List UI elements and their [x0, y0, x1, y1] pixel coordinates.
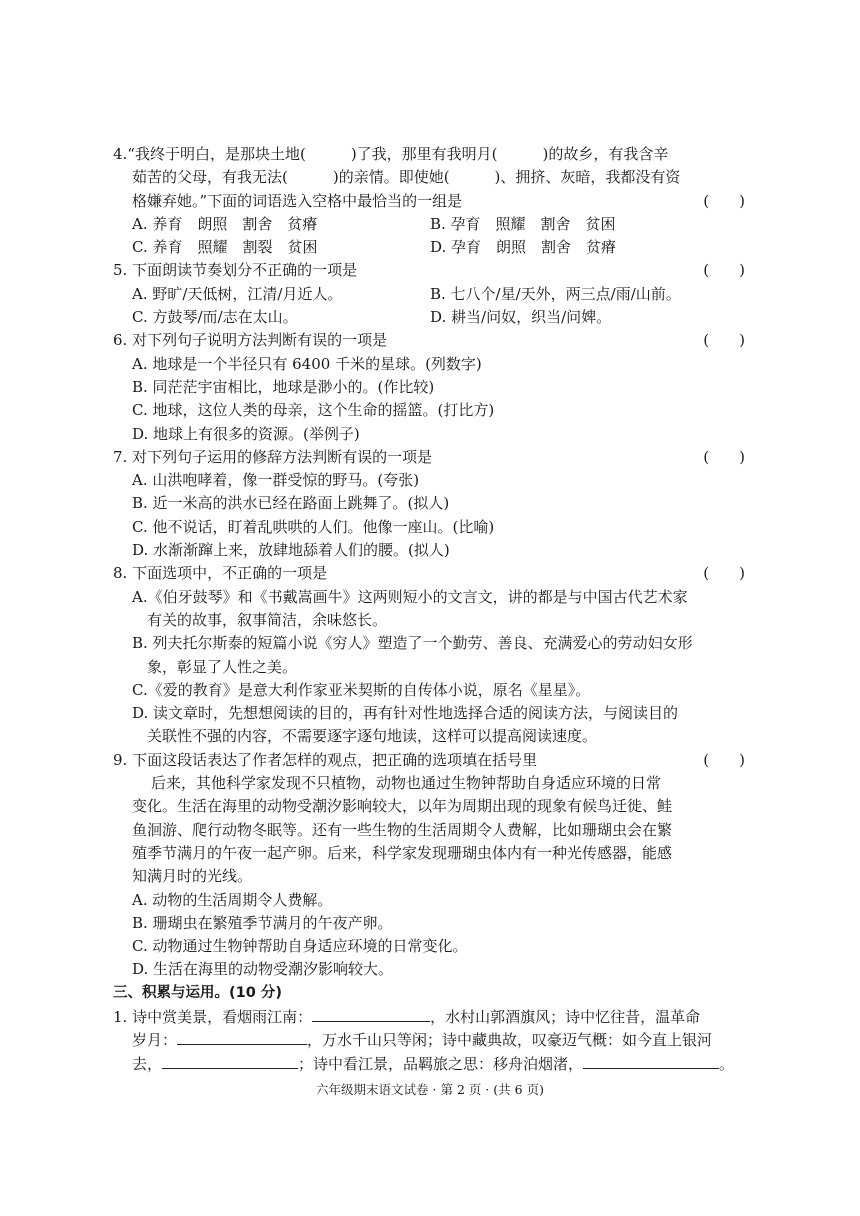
q4-options-row-2	[113, 236, 753, 259]
q8-option-c: C.《爱的教育》是意大利作家亚米契斯的自传体小说，原名《星星》。	[132, 680, 591, 699]
q6-option-d: D. 地球上有很多的资源。(举例子)	[132, 424, 360, 443]
q4-option-b: B. 孕育 照耀 割舍 贫困	[430, 214, 616, 233]
q4-answer-paren[interactable]: ( )	[703, 191, 745, 210]
page-footer: 六年级期末语文试卷 · 第 2 页 · (共 6 页)	[316, 1082, 544, 1097]
q7-stem	[113, 446, 753, 469]
q4-option-d: D. 孕育 朗照 割舍 贫瘠	[430, 238, 617, 257]
q9-passage-line-2: 变化。生活在海里的动物受潮汐影响较大，以年为周期出现的现象有候鸟迁徙、鲑	[132, 797, 673, 816]
q6-stem-text: 6. 对下列句子说明方法判断有误的一项是	[113, 331, 388, 350]
q9-option-b: B. 珊瑚虫在繁殖季节满月的午夜产卵。	[132, 913, 393, 932]
question-list	[113, 143, 753, 1075]
q8-option-a-line-2: 有关的故事，叙事简洁，余味悠长。	[147, 610, 388, 629]
q9-stem-text: 9. 下面这段话表达了作者怎样的观点，把正确的选项填在括号里	[113, 750, 538, 769]
q6-option-b: B. 同茫茫宇宙相比，地球是渺小的。(作比较)	[132, 377, 435, 396]
q9-option-a: A. 动物的生活周期令人费解。	[132, 890, 333, 909]
q6-answer-paren[interactable]: ( )	[703, 331, 745, 350]
q6-stem	[113, 329, 753, 352]
s3q1-line-2	[113, 1028, 753, 1051]
q7-option-b: B. 近一米高的洪水已经在路面上跳舞了。(拟人)	[132, 494, 450, 513]
q7-option-a: A. 山洪咆哮着，像一群受惊的野马。(夸张)	[132, 471, 420, 490]
q7-option-d: D. 水渐渐蹿上来，放肆地舔着人们的腰。(拟人)	[132, 541, 450, 560]
q4-stem-line-2: 茹苦的父母，有我无法( )的亲情。即使她( )、拥挤、灰暗，我都没有资	[132, 168, 681, 187]
q9-passage-line-1: 后来，其他科学家发现不只植物，动物也通过生物钟帮助自身适应环境的日常	[151, 774, 662, 793]
q5-stem	[113, 259, 753, 282]
q4-option-c: C. 养育 照耀 割裂 贫困	[132, 238, 318, 257]
q8-option-a-line-1: A.《伯牙鼓琴》和《书戴嵩画牛》这两则短小的文言文，讲的都是与中国古代艺术家	[132, 587, 688, 606]
q5-option-c: C. 方鼓琴/而/志在太山。	[132, 308, 298, 327]
q9-passage-line-4: 殖季节满月的午夜一起产卵。后来，科学家发现珊瑚虫体内有一种光传感器，能感	[132, 843, 673, 862]
s3q1-line-1	[113, 1005, 753, 1028]
s3q1-text-1b: ，水村山郭酒旗风；诗中忆往昔，温革命	[430, 1007, 701, 1026]
q8-option-b-line-1: B. 列夫托尔斯泰的短篇小说《穷人》塑造了一个勤劳、善良、充满爱心的劳动妇女形	[132, 634, 693, 653]
q8-option-d-line-2: 关联性不强的内容，不需要逐字逐句地读，这样可以提高阅读速度。	[147, 727, 598, 746]
q7-stem-text: 7. 对下列句子运用的修辞方法判断有误的一项是	[113, 447, 433, 466]
q4-option-a: A. 养育 朗照 割舍 贫瘠	[132, 214, 318, 233]
q4-options-row-1	[113, 213, 753, 236]
q5-options-row-2	[113, 306, 753, 329]
q9-passage-line-5: 知满月时的光线。	[132, 867, 253, 886]
s3q1-text-3a: 去，	[132, 1054, 163, 1073]
q5-option-d: D. 耕当/问奴，织当/问婢。	[430, 308, 612, 327]
q8-option-b-line-2: 象，彰显了人性之美。	[147, 657, 298, 676]
q6-option-a: A. 地球是一个半径只有 6400 千米的星球。(列数字)	[132, 354, 482, 373]
q9-passage-line-3: 鱼洄游、爬行动物冬眠等。还有一些生物的生活周期令人费解，比如珊瑚虫会在繁	[132, 820, 673, 839]
fill-blank-1[interactable]	[312, 1005, 430, 1022]
q4-stem-line-3	[113, 190, 753, 213]
q7-answer-paren[interactable]: ( )	[703, 447, 745, 466]
s3q1-text-3b: ；诗中看江景，品羁旅之思：移舟泊烟渚，	[298, 1054, 584, 1073]
q5-stem-text: 5. 下面朗读节奏划分不正确的一项是	[113, 261, 358, 280]
q5-options-row-1	[113, 283, 753, 306]
q9-stem	[113, 749, 753, 772]
q5-option-b: B. 七八个/星/天外，两三点/雨/山前。	[430, 284, 681, 303]
s3q1-text-1a: 1. 诗中赏美景，看烟雨江南：	[113, 1007, 313, 1026]
q4-stem-line-1: 4.“我终于明白，是那块土地( )了我，那里有我明月( )的故乡，有我含辛	[113, 145, 669, 163]
q9-option-d: D. 生活在海里的动物受潮汐影响较大。	[132, 960, 394, 979]
s3q1-text-2b: ，万水千山只等闲；诗中藏典故，叹豪迈气概：如今直上银河	[307, 1031, 713, 1050]
q6-option-c: C. 地球，这位人类的母亲，这个生命的摇篮。(打比方)	[132, 401, 495, 420]
q9-option-c: C. 动物通过生物钟帮助自身适应环境的日常变化。	[132, 937, 468, 956]
q5-answer-paren[interactable]: ( )	[703, 261, 745, 280]
s3q1-text-3c: 。	[719, 1054, 735, 1073]
fill-blank-4[interactable]	[583, 1052, 719, 1069]
fill-blank-2[interactable]	[177, 1028, 307, 1045]
q4-stem-text: 格嫌弃她。”下面的词语选入空格中最恰当的一组是	[132, 191, 463, 210]
fill-blank-3[interactable]	[162, 1052, 298, 1069]
q8-option-d-line-1: D. 读文章时，先想想阅读的目的，再有针对性地选择合适的阅读方法，与阅读目的	[132, 704, 679, 723]
q8-stem-text: 8. 下面选项中，不正确的一项是	[113, 564, 328, 583]
q7-option-c: C. 他不说话，盯着乱哄哄的人们。他像一座山。(比喻)	[132, 517, 495, 536]
q9-answer-paren[interactable]: ( )	[703, 750, 745, 769]
q5-option-a: A. 野旷/天低树，江清/月近人。	[132, 284, 343, 303]
q8-answer-paren[interactable]: ( )	[703, 564, 745, 583]
section-3-heading: 三、积累与运用。(10 分)	[113, 984, 282, 1001]
s3q1-text-2a: 岁月：	[132, 1031, 178, 1050]
s3q1-line-3	[113, 1052, 753, 1075]
q8-stem	[113, 562, 753, 585]
